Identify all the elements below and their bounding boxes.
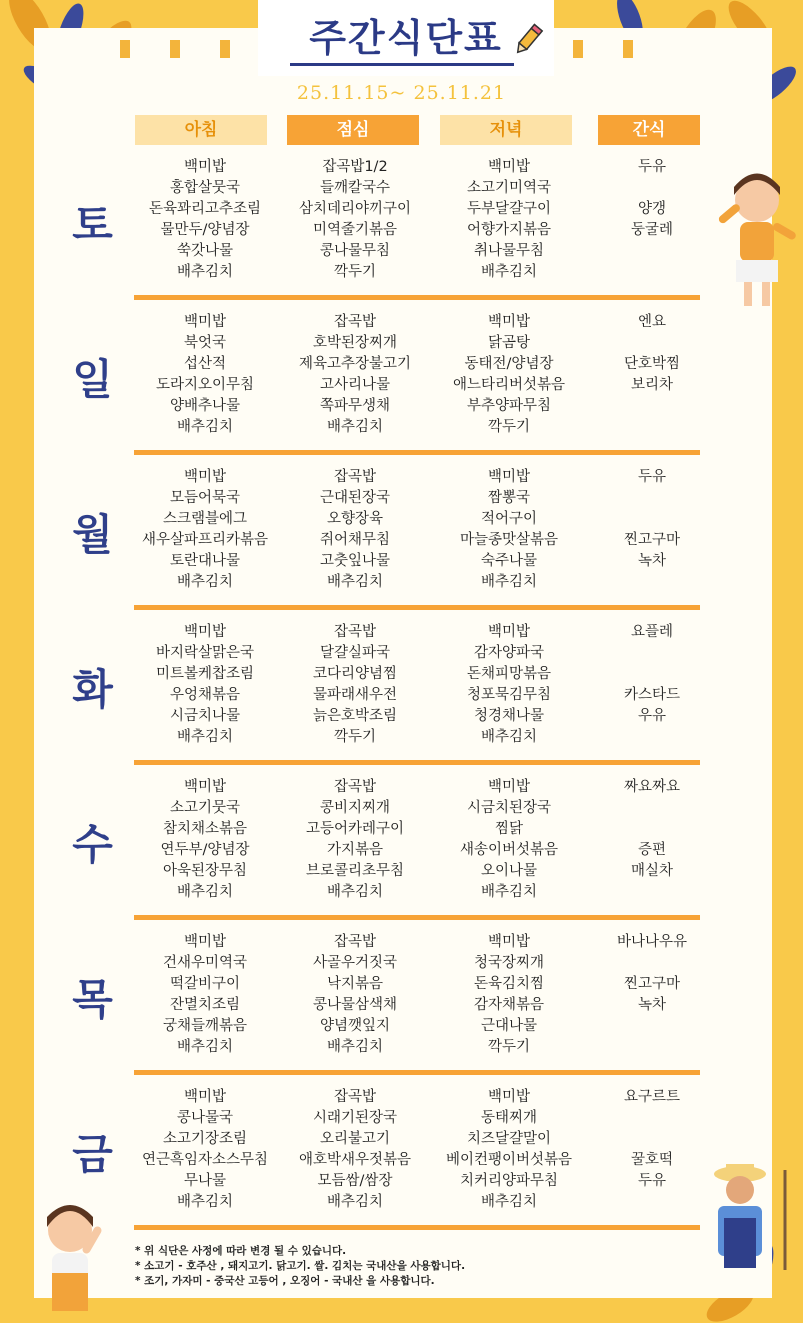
menu-item: 달걀실파국 bbox=[319, 645, 391, 661]
page-title: 주간식단표 bbox=[309, 16, 503, 60]
menu-item: 두유 bbox=[637, 159, 666, 175]
notes bbox=[135, 1244, 465, 1289]
menu-item: 쑥갓나물 bbox=[176, 243, 234, 259]
menu-item: 동태전/양념장 bbox=[464, 356, 554, 372]
note-line: * 위 식단은 사정에 따라 변경 될 수 있습니다. bbox=[135, 1245, 347, 1257]
date-range: 25.11.15~ 25.11.21 bbox=[296, 82, 507, 104]
menu-item: 콩비지찌개 bbox=[319, 800, 391, 816]
menu-item: 녹차 bbox=[637, 997, 666, 1013]
menu-item: 깍두기 bbox=[487, 419, 531, 435]
menu-item: 새우살파프리카볶음 bbox=[141, 532, 269, 548]
menu-item bbox=[577, 509, 727, 530]
menu-item: 바나나우유 bbox=[616, 934, 688, 950]
menu-cell-snack bbox=[577, 312, 727, 438]
menu-item: 꿀호떡 bbox=[630, 1152, 674, 1168]
menu-item: 청국장찌개 bbox=[473, 955, 545, 971]
menu-item bbox=[577, 664, 727, 685]
boy-character-icon bbox=[30, 1195, 120, 1315]
menu-item: 애호박새우젓볶음 bbox=[298, 1152, 412, 1168]
menu-item: 삼치데리야끼구이 bbox=[298, 201, 412, 217]
menu-item: 찐고구마 bbox=[623, 976, 681, 992]
menu-item: 깍두기 bbox=[333, 729, 377, 745]
menu-item bbox=[577, 953, 727, 974]
menu-cell-breakfast bbox=[130, 312, 280, 438]
menu-item: 토란대나물 bbox=[169, 553, 241, 569]
menu-item: 우유 bbox=[637, 708, 666, 724]
menu-item: 바지락살맑은국 bbox=[155, 645, 255, 661]
menu-item: 배추김치 bbox=[480, 574, 538, 590]
menu-item: 브로콜리초무침 bbox=[305, 863, 405, 879]
menu-cell-dinner bbox=[434, 467, 584, 593]
menu-item: 배추김치 bbox=[176, 264, 234, 280]
menu-item: 쥐어채무침 bbox=[319, 532, 391, 548]
row-divider bbox=[134, 1225, 700, 1230]
hanging-tag bbox=[170, 40, 180, 58]
menu-cell-snack bbox=[577, 777, 727, 903]
menu-item: 백미밥 bbox=[183, 314, 227, 330]
menu-item bbox=[577, 178, 727, 199]
menu-item bbox=[577, 488, 727, 509]
menu-item: 백미밥 bbox=[487, 934, 531, 950]
menu-item bbox=[577, 1108, 727, 1129]
menu-cell-breakfast bbox=[130, 1087, 280, 1213]
menu-item: 돈육꽈리고추조림 bbox=[148, 201, 262, 217]
menu-item: 짜요짜요 bbox=[623, 779, 681, 795]
menu-cell-snack bbox=[577, 622, 727, 748]
menu-item: 코다리양념찜 bbox=[312, 666, 398, 682]
menu-item: 콩나물국 bbox=[176, 1110, 234, 1126]
menu-item: 배추김치 bbox=[176, 729, 234, 745]
menu-item: 찐고구마 bbox=[623, 532, 681, 548]
menu-cell-breakfast bbox=[130, 932, 280, 1058]
menu-cell-snack bbox=[577, 157, 727, 283]
menu-cell-lunch bbox=[280, 932, 430, 1058]
menu-cell-snack bbox=[577, 932, 727, 1058]
day-label: 수 bbox=[72, 820, 113, 869]
menu-item: 배추김치 bbox=[176, 574, 234, 590]
menu-item: 백미밥 bbox=[183, 469, 227, 485]
menu-item: 배추김치 bbox=[326, 884, 384, 900]
menu-item: 배추김치 bbox=[326, 1194, 384, 1210]
menu-item: 배추김치 bbox=[480, 264, 538, 280]
menu-item: 감자채볶음 bbox=[473, 997, 545, 1013]
hanging-tag bbox=[623, 40, 633, 58]
menu-item bbox=[577, 417, 727, 438]
menu-item: 콩나물삼색채 bbox=[312, 997, 398, 1013]
row-divider bbox=[134, 450, 700, 455]
menu-item: 모듬어묵국 bbox=[169, 490, 241, 506]
menu-item: 요구르트 bbox=[623, 1089, 681, 1105]
menu-item bbox=[577, 333, 727, 354]
menu-item: 궁채들깨볶음 bbox=[162, 1018, 248, 1034]
menu-item: 청포묵김무침 bbox=[466, 687, 552, 703]
menu-item: 아욱된장무침 bbox=[162, 863, 248, 879]
menu-item: 백미밥 bbox=[183, 159, 227, 175]
menu-item: 사골우거짓국 bbox=[312, 955, 398, 971]
menu-item bbox=[577, 819, 727, 840]
menu-item: 우엉채볶음 bbox=[169, 687, 241, 703]
row-divider bbox=[134, 605, 700, 610]
menu-item: 두유 bbox=[637, 469, 666, 485]
menu-item: 깍두기 bbox=[487, 1039, 531, 1055]
menu-item: 매실차 bbox=[630, 863, 674, 879]
menu-item: 찜닭 bbox=[494, 821, 523, 837]
menu-cell-dinner bbox=[434, 932, 584, 1058]
menu-item: 두유 bbox=[637, 1173, 666, 1189]
menu-item bbox=[577, 1129, 727, 1150]
menu-item: 잡곡밥 bbox=[333, 314, 377, 330]
menu-cell-lunch bbox=[280, 1087, 430, 1213]
menu-item: 잡곡밥 bbox=[333, 469, 377, 485]
menu-item bbox=[577, 798, 727, 819]
menu-item: 마늘종맛살볶음 bbox=[459, 532, 559, 548]
menu-item: 오이나물 bbox=[480, 863, 538, 879]
column-header-dinner: 저녁 bbox=[440, 115, 572, 145]
note-line: * 조기, 가자미 - 중국산 고등어 , 오징어 - 국내산 을 사용합니다. bbox=[135, 1275, 435, 1287]
menu-item: 돈육김치찜 bbox=[473, 976, 545, 992]
menu-item: 소고기미역국 bbox=[466, 180, 552, 196]
menu-item: 증편 bbox=[637, 842, 666, 858]
column-header-snack: 간식 bbox=[598, 115, 700, 145]
menu-item: 스크램블에그 bbox=[162, 511, 248, 527]
menu-item: 짬뽕국 bbox=[487, 490, 531, 506]
menu-item: 카스타드 bbox=[623, 687, 681, 703]
menu-item: 청경채나물 bbox=[473, 708, 545, 724]
menu-cell-dinner bbox=[434, 777, 584, 903]
menu-cell-snack bbox=[577, 467, 727, 593]
menu-item: 배추김치 bbox=[326, 574, 384, 590]
menu-item: 배추김치 bbox=[326, 419, 384, 435]
menu-item: 들깨칼국수 bbox=[319, 180, 391, 196]
menu-cell-breakfast bbox=[130, 622, 280, 748]
hanging-tag bbox=[120, 40, 130, 58]
hanging-tag bbox=[220, 40, 230, 58]
row-divider bbox=[134, 915, 700, 920]
menu-item: 엔요 bbox=[637, 314, 666, 330]
menu-item bbox=[577, 262, 727, 283]
menu-item bbox=[577, 1037, 727, 1058]
menu-cell-lunch bbox=[280, 312, 430, 438]
menu-item: 백미밥 bbox=[487, 159, 531, 175]
menu-item: 애느타리버섯볶음 bbox=[452, 377, 566, 393]
note-line: * 소고기 - 호주산 , 돼지고기. 닭고기. 쌀. 김치는 국내산을 사용합니다. bbox=[135, 1260, 466, 1272]
menu-item: 배추김치 bbox=[480, 729, 538, 745]
menu-item: 시금치된장국 bbox=[466, 800, 552, 816]
menu-item: 고사리나물 bbox=[319, 377, 391, 393]
menu-item: 소고기장조림 bbox=[162, 1131, 248, 1147]
menu-item: 단호박찜 bbox=[623, 356, 681, 372]
menu-cell-dinner bbox=[434, 312, 584, 438]
menu-item: 두부달걀구이 bbox=[466, 201, 552, 217]
menu-item: 백미밥 bbox=[183, 934, 227, 950]
title-underline bbox=[290, 63, 514, 66]
menu-item: 떡갈비구이 bbox=[169, 976, 241, 992]
menu-item: 잡곡밥 bbox=[333, 624, 377, 640]
menu-item: 배추김치 bbox=[480, 1194, 538, 1210]
menu-item: 잔멸치조림 bbox=[169, 997, 241, 1013]
menu-cell-lunch bbox=[280, 467, 430, 593]
menu-item: 호박된장찌개 bbox=[312, 335, 398, 351]
menu-item: 배추김치 bbox=[480, 884, 538, 900]
day-label: 목 bbox=[72, 975, 113, 1024]
menu-item bbox=[577, 241, 727, 262]
menu-item: 어향가지볶음 bbox=[466, 222, 552, 238]
menu-item: 시래기된장국 bbox=[312, 1110, 398, 1126]
menu-item bbox=[577, 882, 727, 903]
menu-item: 시금치나물 bbox=[169, 708, 241, 724]
menu-item bbox=[577, 572, 727, 593]
menu-cell-lunch bbox=[280, 157, 430, 283]
menu-item: 소고기뭇국 bbox=[169, 800, 241, 816]
menu-item: 쪽파무생채 bbox=[319, 398, 391, 414]
day-label: 토 bbox=[72, 200, 113, 249]
menu-cell-breakfast bbox=[130, 777, 280, 903]
menu-item: 근대나물 bbox=[480, 1018, 538, 1034]
row-divider bbox=[134, 1070, 700, 1075]
day-label: 화 bbox=[72, 665, 113, 714]
menu-item: 연두부/양념장 bbox=[160, 842, 250, 858]
menu-item: 백미밥 bbox=[487, 1089, 531, 1105]
menu-item: 고춧잎나물 bbox=[319, 553, 391, 569]
row-divider bbox=[134, 295, 700, 300]
menu-item: 녹차 bbox=[637, 553, 666, 569]
menu-item: 물만두/양념장 bbox=[160, 222, 250, 238]
menu-item: 모듬쌈/쌈장 bbox=[317, 1173, 393, 1189]
farmer-character-icon bbox=[700, 1160, 803, 1280]
menu-item: 도라지오이무침 bbox=[155, 377, 255, 393]
menu-item: 늙은호박조림 bbox=[312, 708, 398, 724]
menu-item: 백미밥 bbox=[183, 624, 227, 640]
column-header-breakfast: 아침 bbox=[135, 115, 267, 145]
column-header-lunch: 점심 bbox=[287, 115, 419, 145]
row-divider bbox=[134, 760, 700, 765]
menu-item: 잡곡밥 bbox=[333, 779, 377, 795]
menu-item: 양갱 bbox=[637, 201, 666, 217]
menu-cell-dinner bbox=[434, 1087, 584, 1213]
menu-cell-breakfast bbox=[130, 467, 280, 593]
menu-item: 오향장육 bbox=[326, 511, 384, 527]
menu-item: 요플레 bbox=[630, 624, 674, 640]
menu-cell-breakfast bbox=[130, 157, 280, 283]
menu-item: 잡곡밥1/2 bbox=[322, 159, 388, 175]
menu-item: 백미밥 bbox=[183, 779, 227, 795]
menu-item: 낙지볶음 bbox=[326, 976, 384, 992]
menu-item: 백미밥 bbox=[487, 624, 531, 640]
menu-item: 백미밥 bbox=[487, 469, 531, 485]
menu-item: 치커리양파무침 bbox=[459, 1173, 559, 1189]
menu-item: 배추김치 bbox=[326, 1039, 384, 1055]
menu-item: 무나물 bbox=[183, 1173, 227, 1189]
menu-item: 숙주나물 bbox=[480, 553, 538, 569]
day-label: 금 bbox=[72, 1130, 113, 1179]
menu-item: 취나물무침 bbox=[473, 243, 545, 259]
menu-item: 동태찌개 bbox=[480, 1110, 538, 1126]
menu-item bbox=[577, 396, 727, 417]
menu-item: 참치채소볶음 bbox=[162, 821, 248, 837]
menu-cell-dinner bbox=[434, 157, 584, 283]
menu-item: 치즈달걀말이 bbox=[466, 1131, 552, 1147]
menu-item: 제육고추장불고기 bbox=[298, 356, 412, 372]
menu-item: 배추김치 bbox=[176, 1039, 234, 1055]
menu-item: 미트볼케찹조림 bbox=[155, 666, 255, 682]
menu-item: 잡곡밥 bbox=[333, 934, 377, 950]
menu-item: 콩나물무침 bbox=[319, 243, 391, 259]
girl-character-icon bbox=[712, 165, 802, 310]
menu-item: 백미밥 bbox=[487, 779, 531, 795]
menu-item: 배추김치 bbox=[176, 419, 234, 435]
menu-item: 가지볶음 bbox=[326, 842, 384, 858]
menu-item: 깍두기 bbox=[333, 264, 377, 280]
menu-item: 백미밥 bbox=[487, 314, 531, 330]
menu-item: 홍합살뭇국 bbox=[169, 180, 241, 196]
menu-item: 새송이버섯볶음 bbox=[459, 842, 559, 858]
menu-item: 배추김치 bbox=[176, 884, 234, 900]
menu-cell-lunch bbox=[280, 777, 430, 903]
menu-item: 북엇국 bbox=[183, 335, 227, 351]
menu-item: 배추김치 bbox=[176, 1194, 234, 1210]
menu-item: 양배추나물 bbox=[169, 398, 241, 414]
menu-item bbox=[577, 1016, 727, 1037]
menu-item bbox=[577, 643, 727, 664]
menu-item: 부추양파무침 bbox=[466, 398, 552, 414]
menu-item: 둥굴레 bbox=[630, 222, 674, 238]
menu-item: 섭산적 bbox=[183, 356, 227, 372]
menu-cell-dinner bbox=[434, 622, 584, 748]
menu-cell-lunch bbox=[280, 622, 430, 748]
menu-item: 미역줄기볶음 bbox=[312, 222, 398, 238]
day-label: 월 bbox=[72, 510, 113, 559]
menu-item bbox=[577, 727, 727, 748]
menu-item: 잡곡밥 bbox=[333, 1089, 377, 1105]
menu-item: 백미밥 bbox=[183, 1089, 227, 1105]
menu-item: 닭곰탕 bbox=[487, 335, 531, 351]
menu-item: 보리차 bbox=[630, 377, 674, 393]
menu-item: 양념깻잎지 bbox=[319, 1018, 391, 1034]
menu-item: 건새우미역국 bbox=[162, 955, 248, 971]
hanging-tag bbox=[573, 40, 583, 58]
menu-item: 오리불고기 bbox=[319, 1131, 391, 1147]
menu-item: 감자양파국 bbox=[473, 645, 545, 661]
menu-item: 물파래새우전 bbox=[312, 687, 398, 703]
pencil-icon bbox=[510, 22, 546, 58]
menu-item: 돈채피망볶음 bbox=[466, 666, 552, 682]
menu-item: 고등어카레구이 bbox=[305, 821, 405, 837]
menu-item: 연근흑임자소스무침 bbox=[141, 1152, 269, 1168]
menu-item: 근대된장국 bbox=[319, 490, 391, 506]
menu-item: 베이컨팽이버섯볶음 bbox=[445, 1152, 573, 1168]
day-label: 일 bbox=[72, 355, 113, 404]
menu-item: 적어구이 bbox=[480, 511, 538, 527]
